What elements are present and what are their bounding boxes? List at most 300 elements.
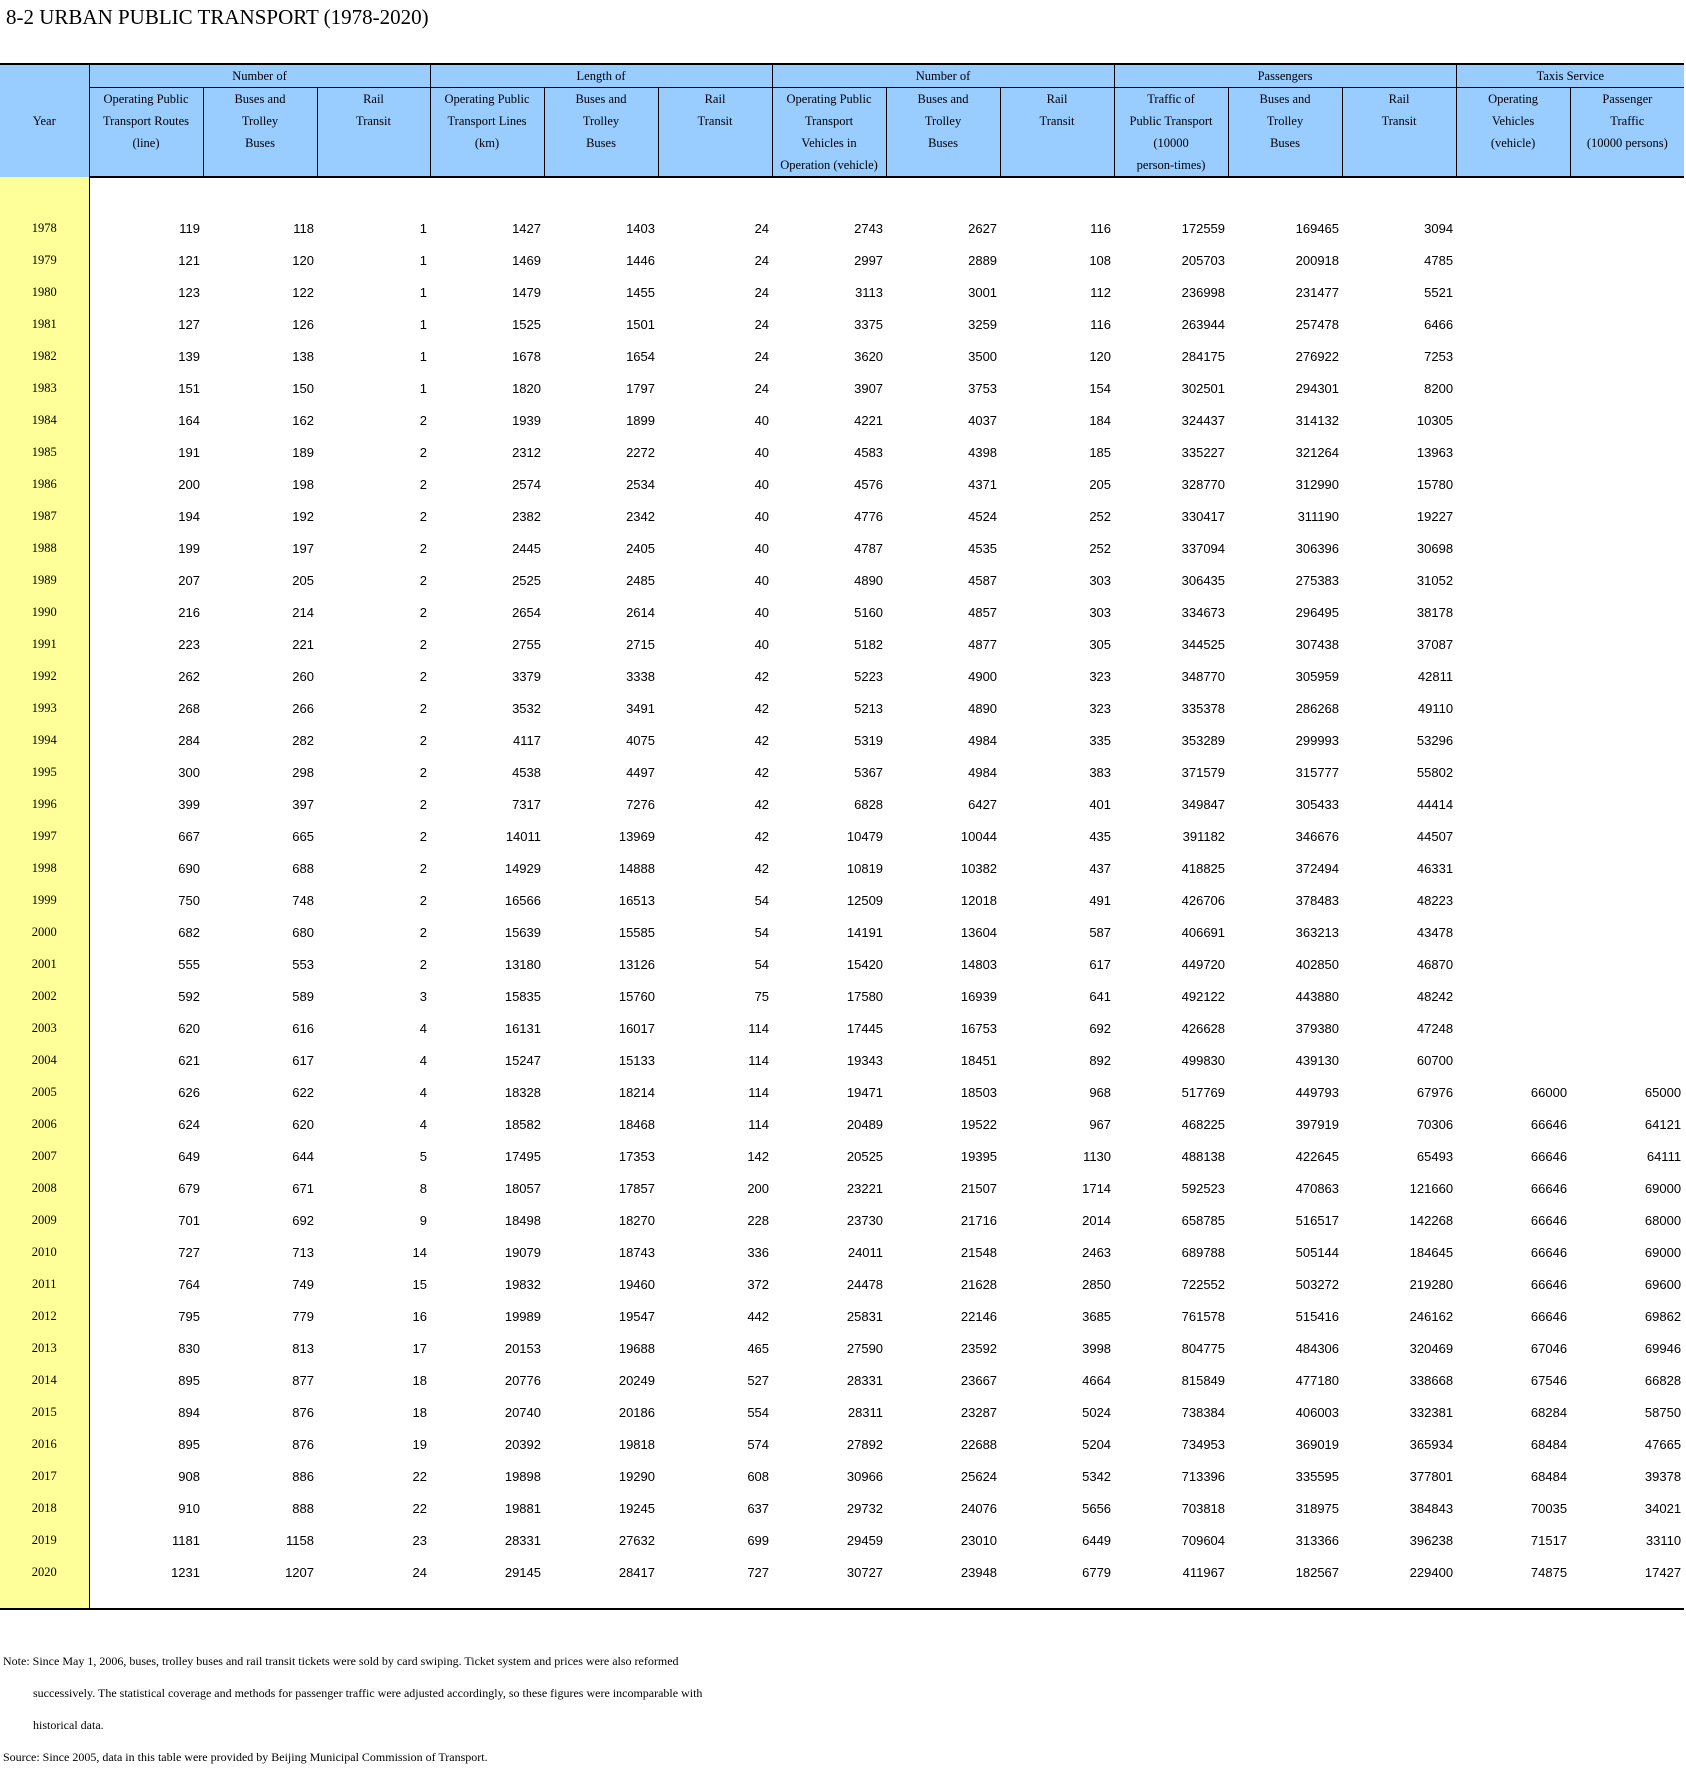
value-cell: 555 [178, 956, 200, 972]
value-cell [1570, 980, 1684, 1012]
value-cell [1456, 852, 1570, 884]
value-cell: 2342 [626, 508, 655, 524]
value-cell: 21548 [960, 1244, 998, 1260]
value-cell: 2889 [968, 252, 998, 268]
value-cell: 4 [419, 1116, 427, 1132]
table-row [0, 1332, 1684, 1364]
value-cell [1570, 244, 1684, 276]
value-cell: 16 [412, 1308, 427, 1324]
value-cell: 25624 [960, 1468, 998, 1484]
value-cell: 3 [419, 988, 427, 1004]
value-cell: 649 [178, 1148, 200, 1164]
value-cell [1570, 468, 1684, 500]
value-cell: 4877 [968, 636, 998, 652]
blank-cell [1342, 1588, 1456, 1609]
group-header-passengers [1114, 64, 1456, 88]
value-cell: 182567 [1295, 1564, 1340, 1580]
value-cell: 515416 [1295, 1308, 1340, 1324]
value-cell: 335 [1089, 732, 1112, 748]
value-cell: 42 [754, 860, 770, 876]
value-cell: 4785 [1424, 252, 1454, 268]
value-cell: 19818 [618, 1436, 655, 1452]
year-cell: 1980 [0, 276, 89, 308]
value-cell: 4 [419, 1020, 427, 1036]
value-cell: 17445 [846, 1020, 884, 1036]
blank-cell [1228, 1588, 1342, 1609]
column-header-length-1 [544, 88, 658, 178]
value-cell: 1427 [512, 220, 541, 236]
value-cell [1570, 852, 1684, 884]
value-cell: 24 [754, 316, 770, 332]
value-cell: 14 [412, 1244, 427, 1260]
table-row [0, 404, 1684, 436]
year-cell: 2002 [0, 980, 89, 1012]
value-cell: 139 [178, 348, 200, 364]
table-row [0, 500, 1684, 532]
column-header-passengers-1 [1228, 88, 1342, 178]
value-cell [1456, 948, 1570, 980]
value-cell: 727 [747, 1564, 770, 1580]
value-cell: 68484 [1530, 1468, 1568, 1484]
value-cell [1570, 948, 1684, 980]
value-cell: 66646 [1530, 1180, 1568, 1196]
value-cell: 15780 [1416, 476, 1454, 492]
value-cell: 4037 [968, 412, 998, 428]
value-cell: 422645 [1295, 1148, 1340, 1164]
blank-cell [0, 177, 89, 212]
year-cell: 2000 [0, 916, 89, 948]
value-cell: 391182 [1182, 828, 1226, 844]
table-row [0, 1268, 1684, 1300]
value-cell: 205 [292, 572, 314, 588]
value-cell: 477180 [1295, 1372, 1340, 1388]
value-cell [1570, 596, 1684, 628]
year-cell: 1978 [0, 212, 89, 244]
value-cell: 4857 [968, 604, 998, 620]
table-row [0, 308, 1684, 340]
value-cell: 276922 [1295, 348, 1340, 364]
year-cell: 1986 [0, 468, 89, 500]
value-cell: 126 [292, 316, 314, 332]
table-row [0, 756, 1684, 788]
table-row [0, 276, 1684, 308]
value-cell: 637 [747, 1500, 770, 1516]
value-cell: 348770 [1181, 668, 1226, 684]
value-cell: 19343 [846, 1052, 884, 1068]
table-row [0, 948, 1684, 980]
value-cell: 688 [292, 860, 314, 876]
value-cell: 2485 [626, 572, 655, 588]
blank-cell [544, 1588, 658, 1609]
table-row [0, 884, 1684, 916]
value-cell [1570, 404, 1684, 436]
value-cell: 18214 [618, 1084, 655, 1100]
value-cell: 216 [178, 604, 200, 620]
value-cell: 69600 [1644, 1276, 1682, 1292]
blank-cell [886, 177, 1000, 212]
value-cell: 284 [178, 732, 200, 748]
value-cell [1456, 532, 1570, 564]
column-header-line: Public Transport [1129, 114, 1213, 128]
column-header-line: Traffic of [1147, 92, 1195, 106]
year-cell: 2003 [0, 1012, 89, 1044]
value-cell: 40 [754, 572, 770, 588]
year-cell: 1998 [0, 852, 89, 884]
blank-cell [317, 1588, 430, 1609]
value-cell: 876 [292, 1436, 314, 1452]
value-cell: 22 [412, 1468, 427, 1484]
group-header-line: Taxis Service [1536, 69, 1605, 83]
value-cell [1570, 372, 1684, 404]
value-cell: 617 [292, 1052, 314, 1068]
table-row [0, 532, 1684, 564]
value-cell: 4535 [968, 540, 998, 556]
value-cell: 18498 [504, 1212, 541, 1228]
value-cell: 3685 [1082, 1308, 1112, 1324]
table-row [0, 1204, 1684, 1236]
blank-cell [658, 1588, 772, 1609]
column-header-line: Trolley [241, 114, 279, 128]
value-cell: 118 [293, 220, 314, 236]
value-cell: 886 [292, 1468, 314, 1484]
value-cell: 2 [419, 828, 427, 844]
value-cell: 426628 [1181, 1020, 1226, 1036]
value-cell: 306396 [1295, 540, 1340, 556]
value-cell: 484306 [1295, 1340, 1340, 1356]
value-cell: 16753 [960, 1020, 998, 1036]
value-cell [1570, 916, 1684, 948]
value-cell: 27892 [846, 1436, 884, 1452]
value-cell: 353289 [1181, 732, 1226, 748]
value-cell: 71517 [1530, 1532, 1568, 1548]
value-cell: 877 [292, 1372, 314, 1388]
year-cell: 2011 [0, 1268, 89, 1300]
value-cell: 2997 [854, 252, 884, 268]
year-cell: 1982 [0, 340, 89, 372]
value-cell: 701 [178, 1212, 200, 1228]
value-cell: 4890 [968, 700, 998, 716]
value-cell: 592 [178, 988, 200, 1004]
value-cell: 2 [419, 604, 427, 620]
blank-cell [203, 1588, 317, 1609]
value-cell: 734953 [1181, 1436, 1226, 1452]
value-cell: 1820 [512, 380, 541, 396]
column-header-line: (10000 persons) [1586, 136, 1668, 150]
value-cell: 263944 [1181, 316, 1226, 332]
value-cell: 406003 [1295, 1404, 1340, 1420]
value-cell: 49110 [1417, 700, 1454, 716]
value-cell: 620 [292, 1116, 314, 1132]
value-cell: 37087 [1416, 636, 1454, 652]
value-cell: 43478 [1416, 924, 1454, 940]
year-cell: 2017 [0, 1460, 89, 1492]
column-header-line: (line) [132, 136, 160, 150]
value-cell: 116 [1090, 220, 1112, 236]
value-cell: 679 [178, 1180, 200, 1196]
value-cell: 169465 [1295, 220, 1340, 236]
value-cell: 15835 [504, 988, 541, 1004]
value-cell: 17495 [504, 1148, 541, 1164]
value-cell: 65000 [1644, 1084, 1682, 1100]
value-cell: 19471 [846, 1084, 884, 1100]
column-header-line: Transit [1039, 114, 1075, 128]
column-header-line: Rail [1046, 92, 1068, 106]
value-cell: 335378 [1181, 700, 1226, 716]
value-cell: 1501 [626, 316, 655, 332]
value-cell: 4776 [854, 508, 884, 524]
value-cell: 127 [178, 316, 200, 332]
value-cell: 682 [178, 924, 200, 940]
value-cell: 23667 [960, 1372, 998, 1388]
table-row [0, 596, 1684, 628]
value-cell: 22146 [960, 1308, 998, 1324]
value-cell [1456, 308, 1570, 340]
value-cell: 3620 [854, 348, 884, 364]
value-cell: 658785 [1181, 1212, 1226, 1228]
column-header-line: Transit [1381, 114, 1417, 128]
value-cell: 42 [754, 700, 770, 716]
year-cell: 1989 [0, 564, 89, 596]
value-cell: 680 [292, 924, 314, 940]
value-cell: 372494 [1295, 860, 1340, 876]
value-cell: 3491 [626, 700, 655, 716]
year-cell: 2014 [0, 1364, 89, 1396]
value-cell: 377801 [1409, 1468, 1454, 1484]
value-cell: 19245 [618, 1500, 655, 1516]
value-cell: 123 [178, 284, 200, 300]
value-cell: 2 [419, 668, 427, 684]
table-row [0, 1428, 1684, 1460]
value-cell: 14191 [846, 924, 884, 940]
column-header-line: person-times) [1136, 158, 1206, 172]
value-cell: 12509 [846, 892, 884, 908]
blank-cell [1000, 177, 1114, 212]
blank-cell [544, 177, 658, 212]
value-cell: 1939 [512, 412, 541, 428]
value-cell: 24 [754, 348, 770, 364]
value-cell: 14011 [505, 828, 541, 844]
value-cell: 23221 [846, 1180, 884, 1196]
value-cell: 468225 [1181, 1116, 1226, 1132]
value-cell: 21628 [960, 1276, 998, 1292]
value-cell: 372 [747, 1276, 770, 1292]
value-cell: 4890 [854, 572, 884, 588]
value-cell: 54 [754, 892, 770, 908]
value-cell: 365934 [1409, 1436, 1454, 1452]
value-cell: 17857 [618, 1180, 655, 1196]
value-cell: 5 [419, 1148, 427, 1164]
value-cell: 617 [1089, 956, 1112, 972]
value-cell: 4664 [1082, 1372, 1112, 1388]
value-cell: 722552 [1181, 1276, 1226, 1292]
value-cell: 323 [1089, 668, 1112, 684]
value-cell: 15247 [504, 1052, 541, 1068]
value-cell: 4075 [626, 732, 655, 748]
value-cell: 397 [292, 796, 314, 812]
value-cell: 31052 [1416, 572, 1454, 588]
value-cell: 27590 [846, 1340, 884, 1356]
value-cell: 443880 [1295, 988, 1340, 1004]
value-cell: 24 [754, 380, 770, 396]
value-cell: 6449 [1082, 1532, 1112, 1548]
value-cell: 266 [292, 700, 314, 716]
value-cell: 4587 [968, 572, 998, 588]
value-cell [1570, 564, 1684, 596]
value-cell: 142 [747, 1148, 770, 1164]
value-cell: 332381 [1409, 1404, 1454, 1420]
group-header-line: Number of [915, 69, 971, 83]
value-cell: 67976 [1416, 1084, 1454, 1100]
value-cell: 587 [1089, 924, 1112, 940]
value-cell: 3379 [512, 668, 541, 684]
column-header-routes-0 [89, 88, 203, 178]
value-cell: 30727 [846, 1564, 884, 1580]
value-cell: 24076 [960, 1500, 998, 1516]
value-cell: 644 [292, 1148, 314, 1164]
value-cell: 2755 [512, 636, 541, 652]
value-cell: 2 [419, 860, 427, 876]
column-header-vehicles-1 [886, 88, 1000, 178]
table-row [0, 1396, 1684, 1428]
value-cell: 399 [178, 796, 200, 812]
group-header-line: Number of [232, 69, 287, 83]
value-cell: 40 [754, 636, 770, 652]
value-cell: 505144 [1295, 1244, 1340, 1260]
value-cell: 200 [178, 476, 200, 492]
blank-cell [1000, 1588, 1114, 1609]
notes [3, 1645, 702, 1773]
blank-cell [772, 177, 886, 212]
value-cell: 692 [1089, 1020, 1112, 1036]
value-cell: 60700 [1416, 1052, 1454, 1068]
table-header [0, 64, 1684, 177]
value-cell: 47665 [1644, 1436, 1682, 1452]
value-cell: 5024 [1082, 1404, 1112, 1420]
value-cell: 30966 [846, 1468, 884, 1484]
value-cell [1456, 1044, 1570, 1076]
value-cell: 75 [754, 988, 770, 1004]
blank-cell [89, 177, 203, 212]
column-header-line: Buses [586, 136, 616, 150]
value-cell: 21507 [960, 1180, 998, 1196]
table-row [0, 852, 1684, 884]
value-cell: 1469 [512, 252, 541, 268]
value-cell: 64121 [1644, 1116, 1682, 1132]
value-cell: 23592 [960, 1340, 998, 1356]
value-cell: 18743 [618, 1244, 655, 1260]
value-cell: 8 [419, 1180, 427, 1196]
value-cell: 442 [747, 1308, 770, 1324]
value-cell: 5160 [854, 604, 884, 620]
year-cell: 1987 [0, 500, 89, 532]
value-cell: 70306 [1416, 1116, 1454, 1132]
table-row [0, 980, 1684, 1012]
value-cell: 2 [419, 412, 427, 428]
value-cell: 19881 [504, 1500, 541, 1516]
value-cell: 44507 [1416, 828, 1454, 844]
value-cell: 323 [1089, 700, 1112, 716]
value-cell: 4984 [968, 764, 998, 780]
value-cell: 151 [178, 380, 200, 396]
value-cell: 19079 [504, 1244, 541, 1260]
value-cell: 4787 [854, 540, 884, 556]
value-cell: 54 [754, 956, 770, 972]
value-cell: 371579 [1181, 764, 1226, 780]
value-cell: 2 [419, 796, 427, 812]
value-cell: 4371 [968, 476, 998, 492]
table-row [0, 724, 1684, 756]
value-cell [1456, 212, 1570, 244]
value-cell: 192 [292, 508, 314, 524]
value-cell: 120 [292, 252, 314, 268]
year-cell: 2020 [0, 1556, 89, 1588]
value-cell: 116 [1090, 316, 1112, 332]
value-cell: 20740 [504, 1404, 541, 1420]
value-cell: 67046 [1530, 1340, 1568, 1356]
value-cell: 813 [292, 1340, 314, 1356]
year-cell: 1984 [0, 404, 89, 436]
value-cell: 727 [178, 1244, 200, 1260]
column-header-line: Traffic [1610, 114, 1645, 128]
value-cell [1456, 500, 1570, 532]
value-cell: 910 [178, 1500, 200, 1516]
value-cell: 667 [178, 828, 200, 844]
table-row [0, 1012, 1684, 1044]
group-header-taxis [1456, 64, 1684, 88]
year-cell: 1992 [0, 660, 89, 692]
value-cell: 154 [1089, 380, 1112, 396]
value-cell: 6427 [968, 796, 998, 812]
value-cell [1456, 692, 1570, 724]
value-cell: 185 [1089, 444, 1112, 460]
value-cell: 205703 [1181, 252, 1226, 268]
table-row [0, 1524, 1684, 1556]
value-cell: 306435 [1181, 572, 1226, 588]
value-cell: 17580 [846, 988, 884, 1004]
column-header-line: Buses and [234, 92, 286, 106]
value-cell [1570, 308, 1684, 340]
value-cell: 69000 [1644, 1244, 1682, 1260]
value-cell: 24 [412, 1564, 427, 1580]
value-cell: 24478 [846, 1276, 884, 1292]
value-cell: 517769 [1181, 1084, 1226, 1100]
value-cell: 2382 [512, 508, 541, 524]
value-cell: 2 [419, 444, 427, 460]
value-cell: 18 [412, 1372, 427, 1388]
value-cell: 19290 [618, 1468, 655, 1484]
value-cell: 608 [747, 1468, 770, 1484]
value-cell: 6466 [1424, 316, 1454, 332]
spacer-row [0, 177, 1684, 212]
value-cell: 74875 [1530, 1564, 1568, 1580]
table-row [0, 788, 1684, 820]
value-cell: 29459 [846, 1532, 884, 1548]
value-cell: 114 [748, 1084, 770, 1100]
blank-cell [1114, 1588, 1228, 1609]
value-cell [1456, 468, 1570, 500]
value-cell: 7317 [512, 796, 541, 812]
blank-cell [1456, 177, 1570, 212]
value-cell: 4900 [968, 668, 998, 684]
value-cell: 13604 [960, 924, 998, 940]
value-cell: 303 [1089, 572, 1112, 588]
value-cell: 713396 [1181, 1468, 1226, 1484]
value-cell: 28311 [847, 1404, 884, 1420]
value-cell: 228 [747, 1212, 770, 1228]
value-cell: 492122 [1181, 988, 1226, 1004]
value-cell: 426706 [1181, 892, 1226, 908]
value-cell: 15639 [504, 924, 541, 940]
